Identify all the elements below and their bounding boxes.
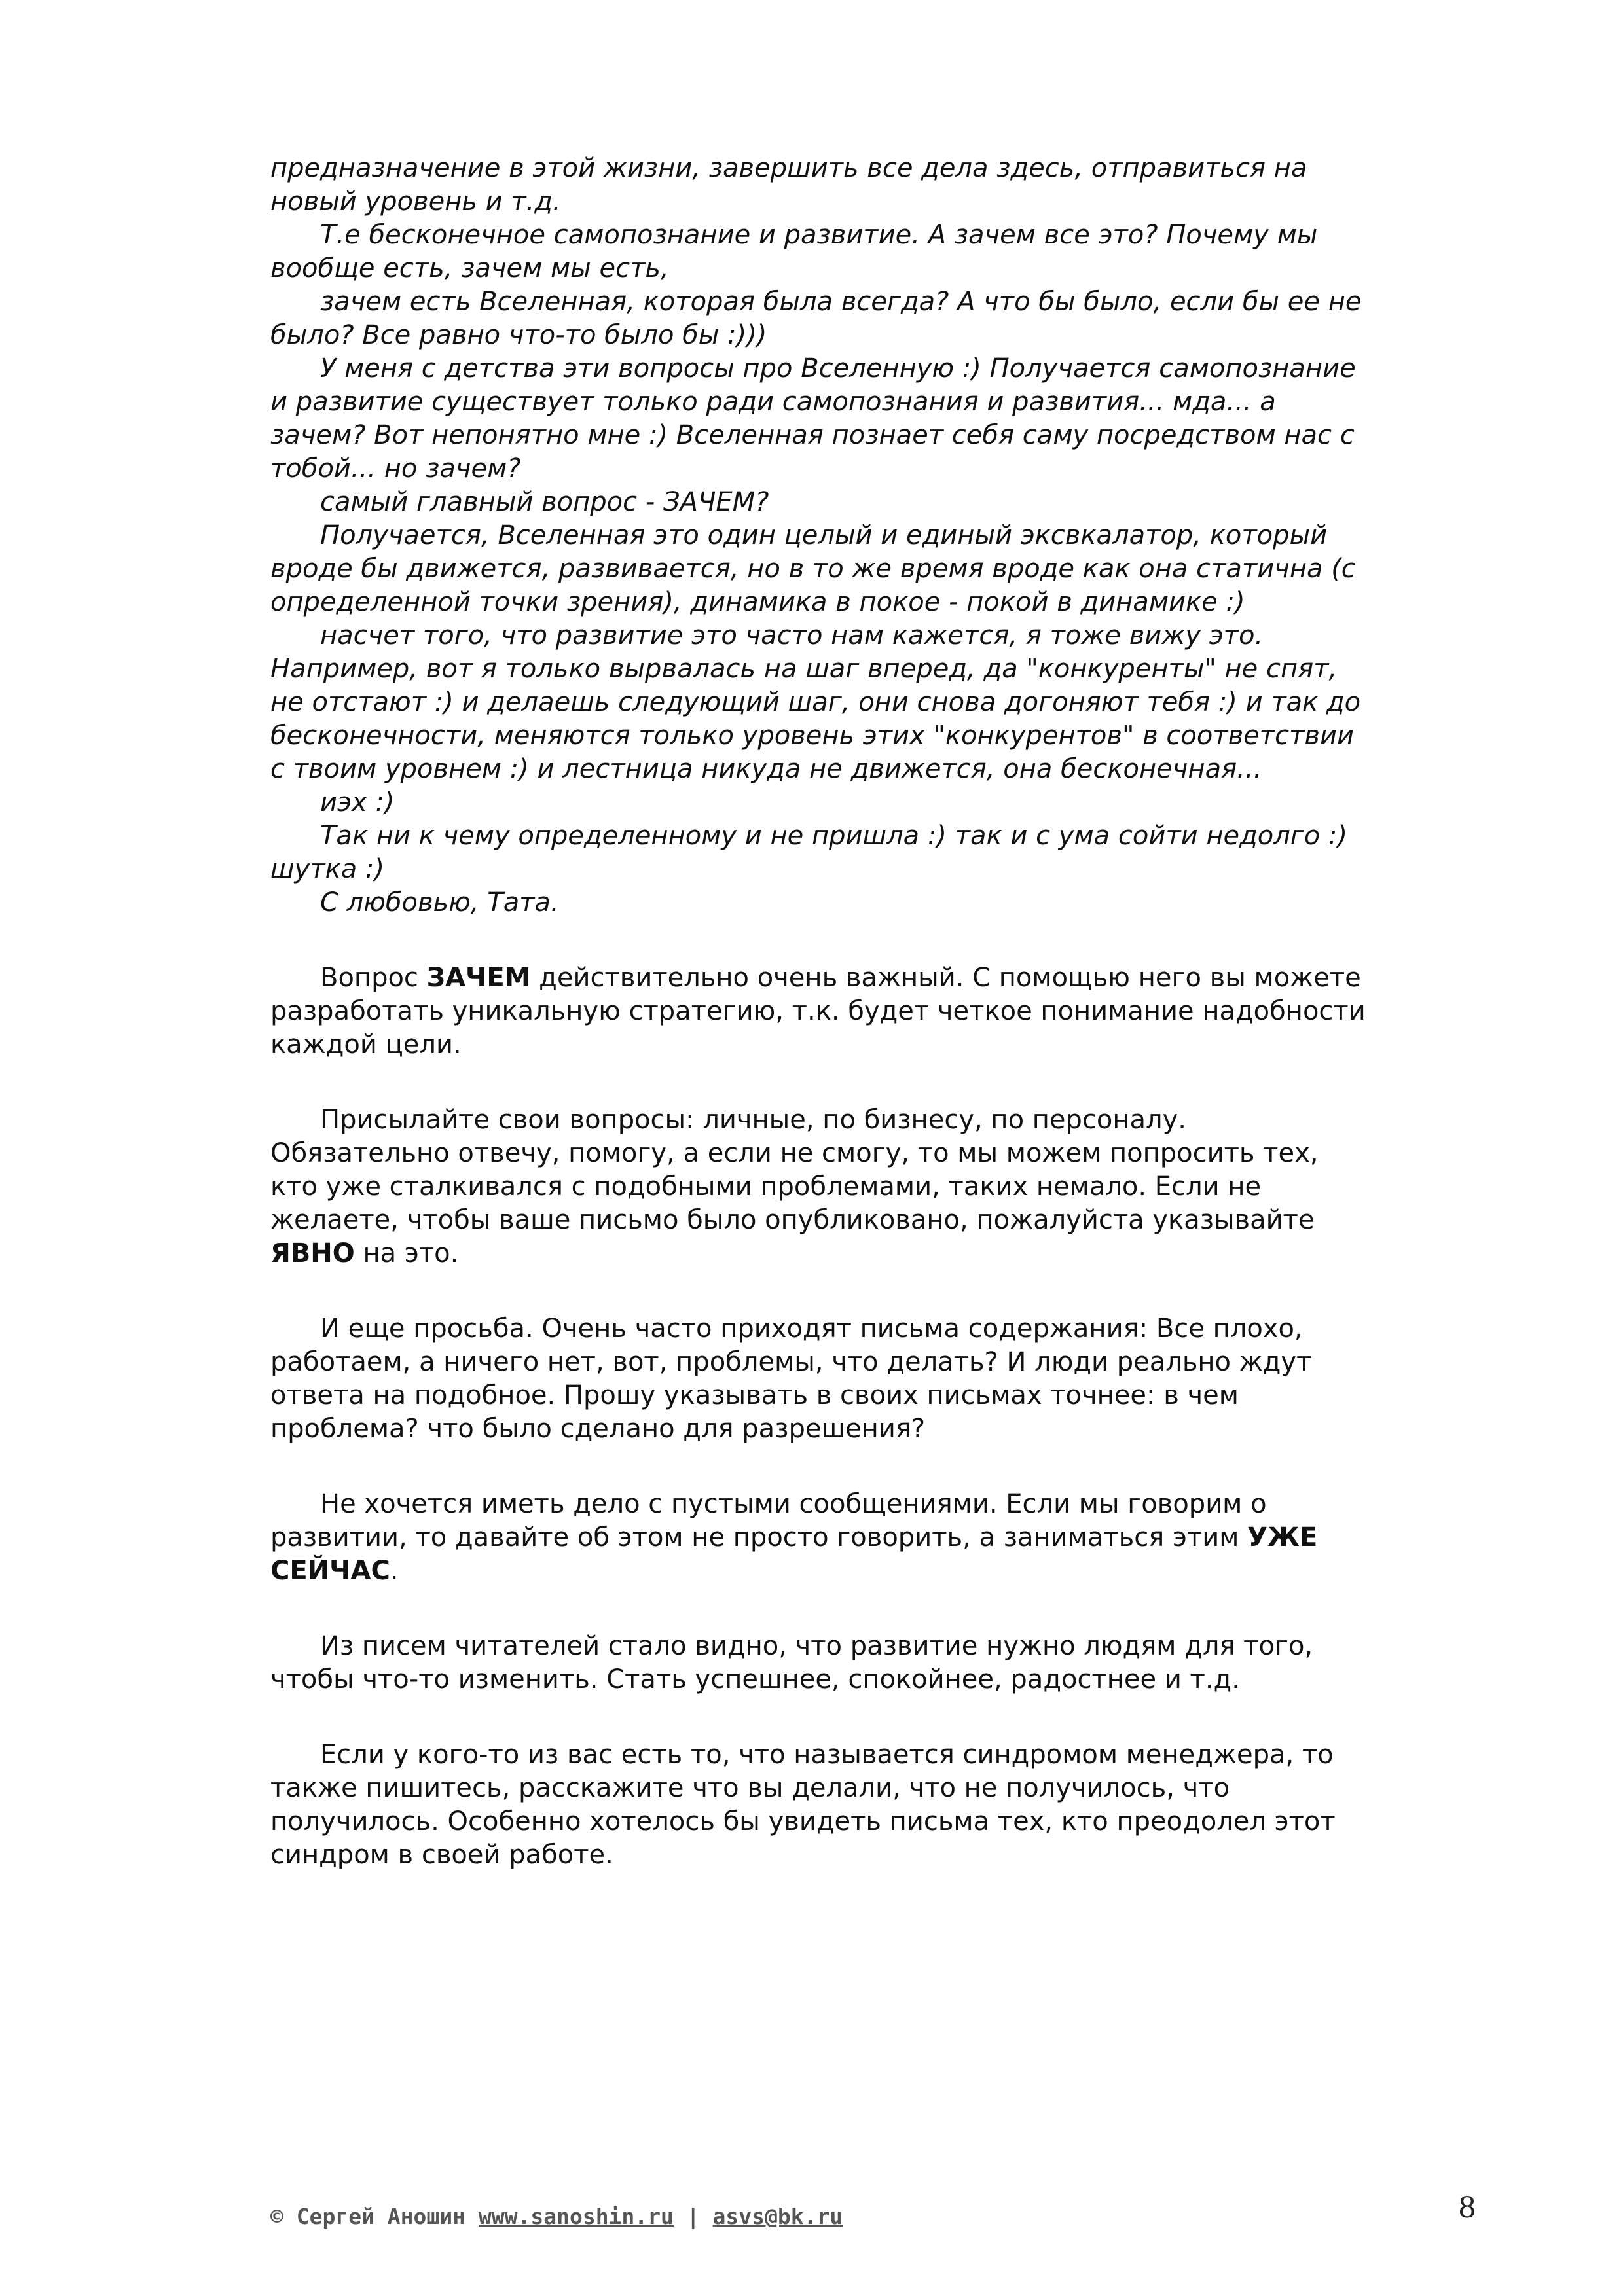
letter-line: иэх :) bbox=[320, 787, 395, 817]
text-run: . bbox=[390, 1556, 399, 1586]
letter-line: Получается, Вселенная это один целый и единый эксвкалатор, который вроде бы движется, развивается, но в то же время вроде как она статична (с определенной точки зрения), динамика в покое - покой в динамике :) bbox=[270, 520, 1356, 617]
text-run: Присылайте свои вопросы: личные, по бизнесу, по персоналу. Обязательно отвечу, помогу, а если не смогу, то мы можем попросить тех, кто уже сталкивался с подобными проблемами, таких немало. Если не желаете, чтобы ваше письмо было опубликовано, пожалуйста указывайте bbox=[270, 1105, 1319, 1235]
emphasis: ЗАЧЕМ bbox=[426, 963, 531, 993]
text-run: Не хочется иметь дело с пустыми сообщениями. Если мы говорим о развитии, то давайте об этом не просто говорить, а заниматься этим bbox=[270, 1489, 1267, 1552]
paragraph-request: И еще просьба. Очень часто приходят письма содержания: Все плохо, работаем, а ничего нет, вот, проблемы, что делать? И люди реально ждут ответа на подобное. Прошу указывать в своих письмах точнее: в чем проблема? что было сделано для разрешения? bbox=[270, 1314, 1312, 1444]
text-run: действительно очень важный. С помощью него вы можете разработать уникальную стратегию, т.к. будет четкое понимание надобности каждой цели. bbox=[270, 963, 1366, 1060]
paragraph-syndrome: Если у кого-то из вас есть то, что называется синдромом менеджера, то также пишитесь, расскажите что вы делали, что не получилось, что получилось. Особенно хотелось бы увидеть письма тех, кто преодолел этот синдром в своей работе. bbox=[270, 1740, 1336, 1870]
text-run: на это. bbox=[354, 1238, 459, 1268]
letter-line: зачем есть Вселенная, которая была всегда? А что бы было, если бы ее не было? Все равно что-то было бы :))) bbox=[270, 287, 1362, 350]
footer bbox=[270, 2204, 843, 2229]
letter-line: Так ни к чему определенному и не пришла :) так и с ума сойти недолго :) шутка :) bbox=[270, 821, 1348, 884]
footer-author: © Сергей Аношин bbox=[270, 2204, 479, 2229]
paragraph-questions bbox=[270, 1103, 1370, 1270]
paragraph-empty-messages bbox=[270, 1488, 1370, 1588]
emphasis: ЯВНО bbox=[270, 1238, 355, 1268]
letter-line: предназначение в этой жизни, завершить все дела здесь, отправиться на новый уровень и т.д. bbox=[270, 153, 1307, 217]
page-body bbox=[270, 152, 1370, 1872]
paragraph-why bbox=[270, 961, 1370, 1062]
footer-site-link[interactable]: www.sanoshin.ru bbox=[478, 2204, 674, 2229]
letter-line: самый главный вопрос - ЗАЧЕМ? bbox=[320, 487, 769, 517]
page-number: 8 bbox=[1458, 2191, 1476, 2225]
footer-separator: | bbox=[673, 2204, 713, 2229]
text-run: Вопрос bbox=[320, 963, 427, 993]
reader-letter bbox=[270, 152, 1370, 920]
emphasis: УЖЕ СЕЙЧАС bbox=[270, 1522, 1318, 1586]
footer-email-link[interactable]: asvs@bk.ru bbox=[712, 2204, 843, 2229]
letter-line: У меня с детства эти вопросы про Вселенную :) Получается самопознание и развитие существует только ради самопознания и развития... мда... а зачем? Вот непонятно мне :) Вселенная познает себя саму посредством нас с тобой... но зачем? bbox=[270, 353, 1356, 484]
paragraph-readers: Из писем читателей стало видно, что развитие нужно людям для того, чтобы что-то изменить. Стать успешнее, спокойнее, радостнее и т.д. bbox=[270, 1631, 1313, 1695]
letter-line: Т.е бесконечное самопознание и развитие. А зачем все это? Почему мы вообще есть, зачем мы есть, bbox=[270, 220, 1318, 283]
letter-line: насчет того, что развитие это часто нам кажется, я тоже вижу это. Например, вот я только вырвалась на шаг вперед, да "конкуренты" не спят, не отстают :) и делаешь следующий шаг, они снова догоняют тебя :) и так до бесконечности, меняются только уровень этих "конкурентов" в соответствии с твоим уровнем :) и лестница никуда не движется, она бесконечная... bbox=[270, 620, 1361, 784]
letter-signature: С любовью, Тата. bbox=[320, 888, 559, 918]
